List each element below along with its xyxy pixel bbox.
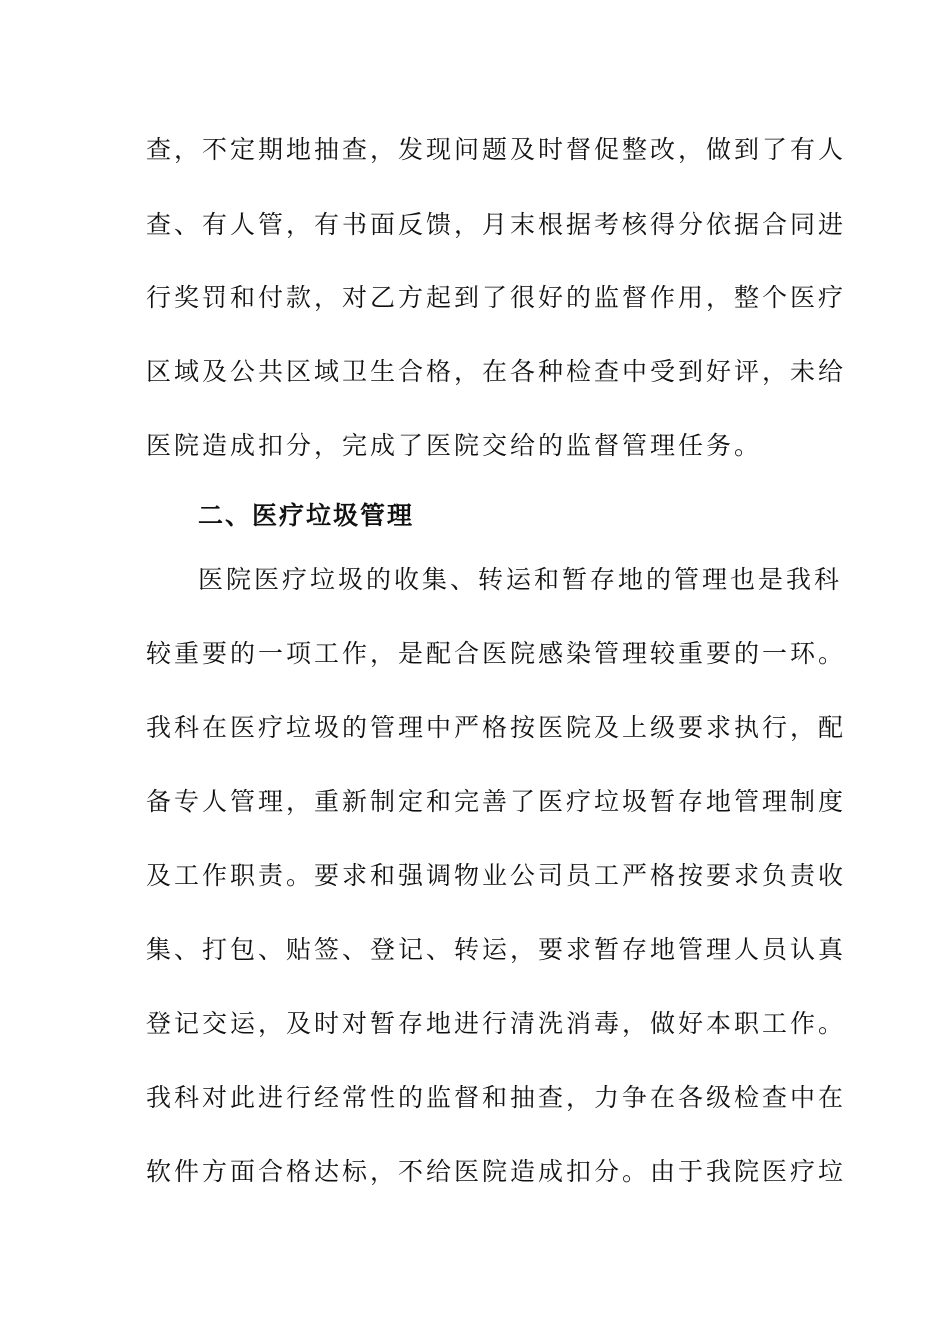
text-line: 我科对此进行经常性的监督和抽查，力争在各级检查中在: [146, 1083, 847, 1112]
text-line: 我科在医疗垃圾的管理中严格按医院及上级要求执行，配: [146, 713, 847, 742]
text-line: 区域及公共区域卫生合格，在各种检查中受到好评，未给: [146, 357, 847, 386]
text-line: 行奖罚和付款，对乙方起到了很好的监督作用，整个医疗: [146, 283, 847, 312]
text-line: 医院造成扣分，完成了医院交给的监督管理任务。: [146, 431, 763, 460]
text-line: 集、打包、贴签、登记、转运，要求暂存地管理人员认真: [146, 935, 847, 964]
text-line: 查、有人管，有书面反馈，月末根据考核得分依据合同进: [146, 210, 847, 239]
text-line: 查，不定期地抽查，发现问题及时督促整改，做到了有人: [146, 135, 847, 164]
text-line: 及工作职责。要求和强调物业公司员工严格按要求负责收: [146, 861, 847, 890]
text-line: 登记交运，及时对暂存地进行清洗消毒，做好本职工作。: [146, 1009, 847, 1038]
text-line: 软件方面合格达标，不给医院造成扣分。由于我院医疗垃: [146, 1157, 847, 1186]
text-line: 较重要的一项工作，是配合医院感染管理较重要的一环。: [146, 639, 847, 668]
section-heading: 二、医疗垃圾管理: [198, 501, 415, 530]
text-line: 备专人管理，重新制定和完善了医疗垃圾暂存地管理制度: [146, 787, 847, 816]
text-line: 医院医疗垃圾的收集、转运和暂存地的管理也是我科: [198, 565, 843, 594]
